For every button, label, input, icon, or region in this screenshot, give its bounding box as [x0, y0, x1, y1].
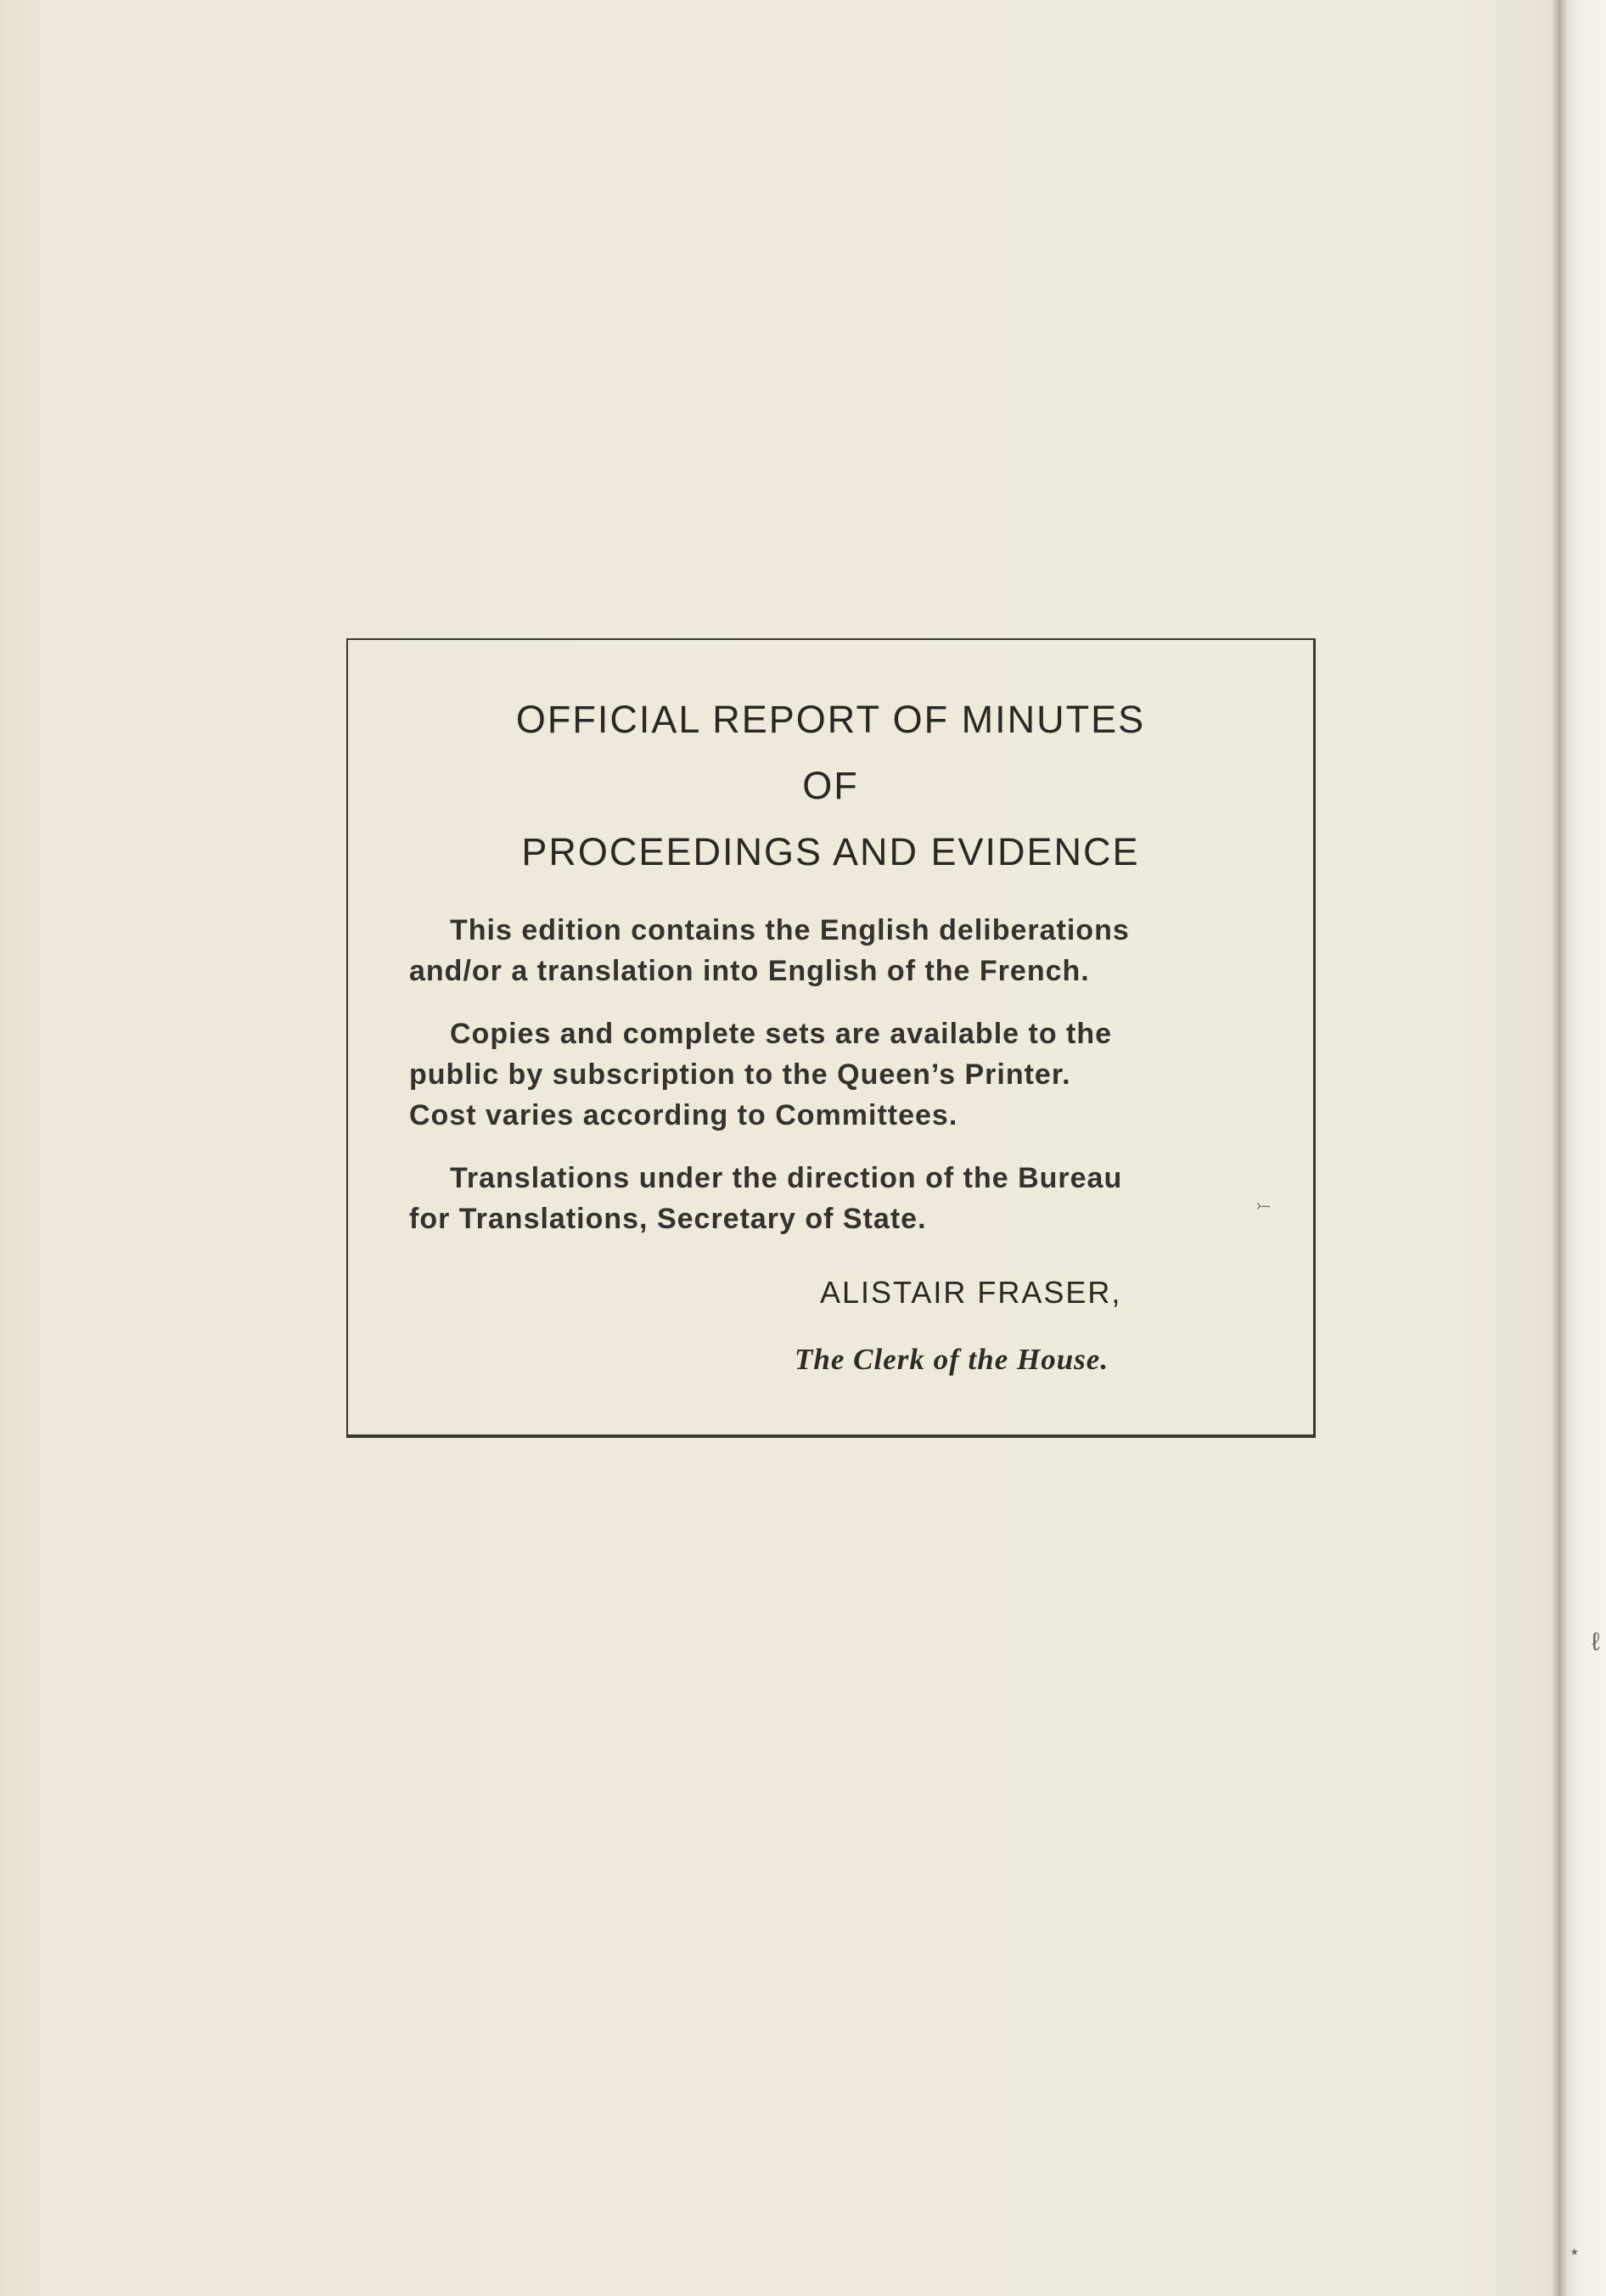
edition-paragraph-line: This edition contains the English deliberations — [450, 914, 1130, 946]
signer-title: The Clerk of the House. — [795, 1343, 1109, 1376]
subscription-paragraph-line: public by subscription to the Queen’s Printer. — [409, 1058, 1071, 1091]
translations-paragraph-line: Translations under the direction of the Bureau — [450, 1162, 1123, 1194]
notice-heading-line-3: PROCEEDINGS AND EVIDENCE — [521, 830, 1140, 873]
ink-speck: ⋆ — [1569, 2241, 1581, 2262]
subscription-paragraph-line: Copies and complete sets are available to the — [450, 1018, 1113, 1050]
edition-paragraph — [409, 910, 1255, 991]
edition-paragraph-line: and/or a translation into English of the French. — [409, 955, 1090, 987]
translations-paragraph-line: for Translations, Secretary of State. — [409, 1203, 927, 1235]
subscription-paragraph — [409, 1013, 1255, 1136]
subscription-paragraph-line: Cost varies according to Committees. — [409, 1099, 958, 1131]
notice-heading-line-2: OF — [802, 764, 859, 807]
page-spine-shadow — [1552, 0, 1567, 2296]
translations-paragraph — [409, 1158, 1255, 1239]
ink-speck: ›– — [1256, 1197, 1271, 1214]
signer-name: ALISTAIR FRASER, — [820, 1275, 1122, 1310]
ink-speck: ℓ — [1592, 1628, 1600, 1656]
notice-box — [346, 638, 1316, 1438]
notice-heading-line-1: OFFICIAL REPORT OF MINUTES — [515, 698, 1146, 741]
